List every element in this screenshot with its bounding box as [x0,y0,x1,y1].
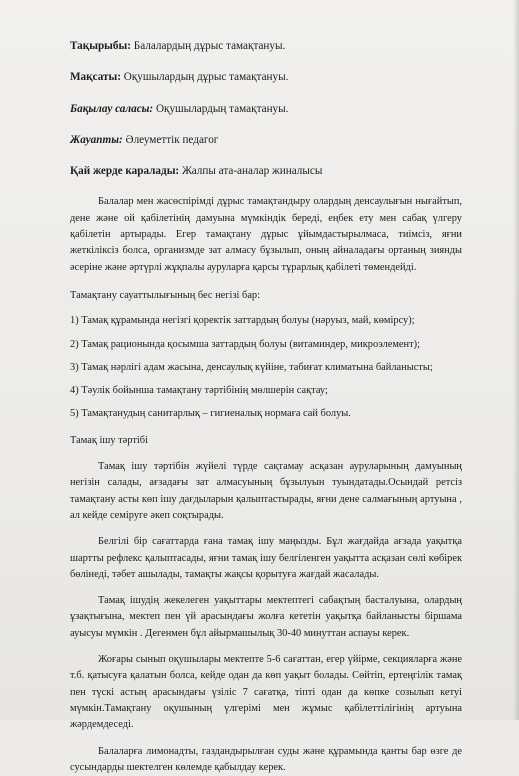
list-item: 4) Тәулік бойынша тамақтану тәртібінің мөлшерін сақтау; [70,383,462,399]
page-edge-shadow [513,0,519,720]
meta-venue [70,163,462,179]
body-paragraph: Тамақ ішудің жекелеген уақыттары мектептегі сабақтың басталуына, олардың ұзақтығына, мектеп пен үй арасындағы жолға кететін уақытқа байланысты біршама ауысуы мүмкін . Дегенмен бұл айырмашылық 30-40 минуттан аспауы керек. [70,593,462,642]
meta-responsible-label: Жауапты: [70,134,123,146]
principles-list [70,313,462,422]
body-paragraph: Жоғары сынып оқушылары мектепте 5-6 сағаттан, егер үйірме, секцияларға және т.б. қатысуға қалатын болса, кейде одан да көп уақыт болады. Сөйтіп, ертеңгілік тамақ пен түскі астың арасындағы үзіліс 7 сағатқа, тіпті одан да көпке созылып кетуі мүмкін.Тамақтану оқушының үлгерімі мен жұмыс қабілеттілігінің артуына жәрдемдеседі. [70,652,462,733]
meta-topic-value: Балалардың дұрыс тамақтануы. [131,40,285,52]
list-item: 3) Тамақ нәрлігі адам жасына, денсаулық күйіне, табиғат климатына байланысты; [70,360,462,376]
meta-responsible [70,132,462,148]
intro-paragraph: Балалар мен жасөспірімді дұрыс тамақтандыру олардың денсаулығын нығайтып, дене және ой қабілетінің дамуына мүмкіндік береді, еңбек ету мен сабақ үлгеру қабілетін артырады. Егер тамақтану дұрыс ұйымдастырылмаса, тиімсіз, яғни жеткіліксіз болса, организмде зат алмасу бұзылып, оның айналадағы ортаның зиянды әсеріне және әртүрлі жұқпалы ауруларға қарсы тұрарлық қабілеті төмендейді. [70,194,462,275]
section-title: Тамақ ішу тәртібі [70,433,462,449]
meta-venue-value: Жалпы ата-аналар жиналысы [179,165,322,177]
meta-venue-label: Қай жерде каралады: [70,165,179,177]
meta-control-area [70,101,462,117]
list-item: 1) Тамақ құрамында негізгі қоректік заттардың болуы (нәруыз, май, көмірсу); [70,313,462,329]
list-item: 2) Тамақ рационында қосымша заттардың болуы (витаминдер, микроэлемент); [70,337,462,353]
meta-control-area-value: Оқушылардың тамақтануы. [153,103,288,115]
list-item: 5) Тамақтанудың санитарлық – гигиеналық нормаға сай болуы. [70,406,462,422]
meta-responsible-value: Әлеуметтік педагог [123,134,219,146]
meta-control-area-label: Бақылау саласы: [70,103,153,115]
body-paragraph: Тамақ ішу тәртібін жүйелі түрде сақтамау асқазан ауруларының дамуының негізін салады, ағзадағы зат алмасуының бұзылуын туындатады.Осындай ретсіз тамақтану асты көп ішу дағдыларын қалыптастырады, яғни дене салмағының артуына , ал кейде семіруге әкеп соқтырады. [70,459,462,524]
meta-topic-label: Тақырыбы: [70,40,131,52]
meta-goal-value: Оқушылардың дұрыс тамақтануы. [121,71,288,83]
document-body [70,38,462,776]
list-heading: Тамақтану сауаттылығының бес негізі бар: [70,288,462,304]
body-paragraph: Балаларға лимонадты, газдандырылған суды және құрамында қанты бар өзге де сусындарды шектелген көлемде қабылдау керек. [70,744,462,776]
meta-topic [70,38,462,54]
body-paragraph: Белгілі бір сағаттарда ғана тамақ ішу маңызды. Бұл жағдайда ағзада уақытқа шартты рефлекс қалыптасады, яғни тамақ ішу белгіленген уақытта асқазан сөлі көбірек бөлінеді, тәбет ашылады, тамақты жақсы қорытуға жағдай жасалады. [70,534,462,583]
meta-goal [70,69,462,85]
meta-goal-label: Мақсаты: [70,71,121,83]
